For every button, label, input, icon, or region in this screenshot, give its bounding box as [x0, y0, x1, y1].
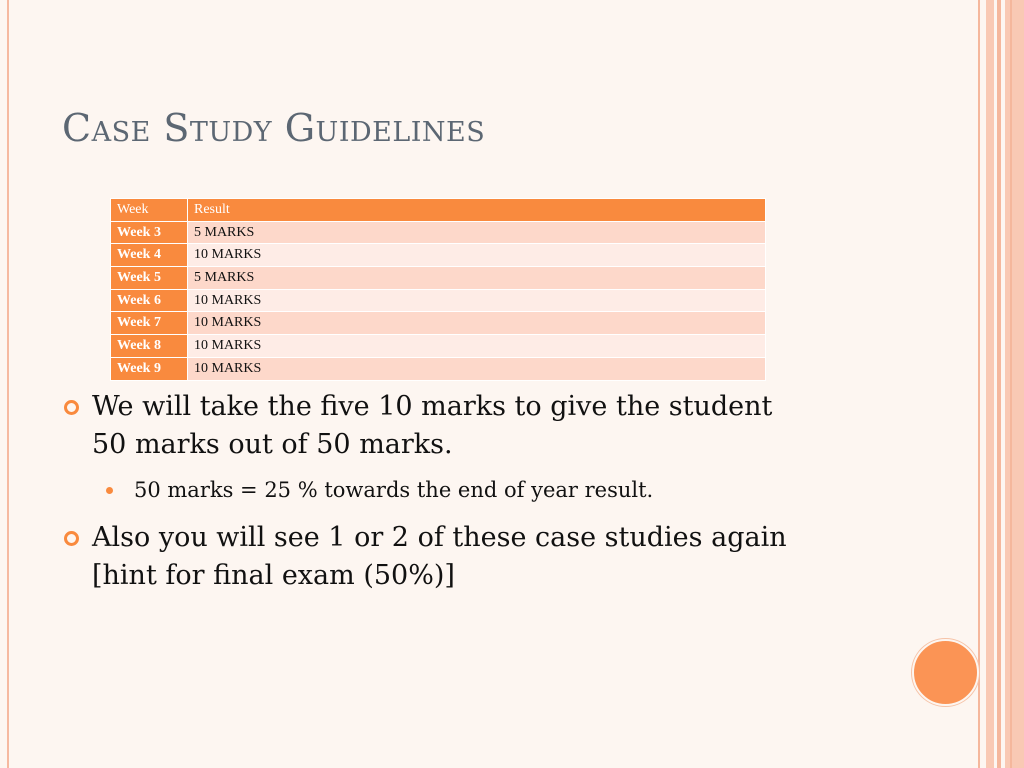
- slide-title: Case Study Guidelines: [62, 106, 486, 150]
- right-stripe: [1005, 0, 1024, 768]
- table-row: [111, 335, 766, 358]
- week-cell: Week 7: [111, 312, 188, 335]
- table-row: [111, 244, 766, 267]
- right-stripe: [986, 0, 994, 768]
- table-row: [111, 357, 766, 380]
- table-row: [111, 289, 766, 312]
- marks-table: [110, 198, 766, 381]
- week-cell: Week 9: [111, 357, 188, 380]
- right-stripe: [997, 0, 1001, 768]
- result-cell: 5 MARKS: [188, 267, 766, 290]
- sub-bullet-text: 50 marks = 25 % towards the end of year result.: [134, 478, 654, 502]
- header-week: Week: [111, 199, 188, 222]
- result-cell: 5 MARKS: [188, 221, 766, 244]
- week-cell: Week 8: [111, 335, 188, 358]
- result-cell: 10 MARKS: [188, 244, 766, 267]
- ring-bullet-icon: [64, 400, 79, 415]
- ring-bullet-icon: [64, 531, 79, 546]
- left-border-line: [7, 0, 9, 768]
- week-cell: Week 5: [111, 267, 188, 290]
- result-cell: 10 MARKS: [188, 335, 766, 358]
- bullet-text: We will take the five 10 marks to give the student 50 marks out of 50 marks.: [92, 391, 773, 460]
- result-cell: 10 MARKS: [188, 357, 766, 380]
- week-cell: Week 3: [111, 221, 188, 244]
- right-stripe: [978, 0, 980, 768]
- header-result: Result: [188, 199, 766, 222]
- week-cell: Week 6: [111, 289, 188, 312]
- dot-bullet-icon: [106, 487, 113, 494]
- right-stripe: [1010, 0, 1012, 768]
- result-cell: 10 MARKS: [188, 312, 766, 335]
- decorative-circle: [912, 639, 979, 706]
- result-cell: 10 MARKS: [188, 289, 766, 312]
- week-cell: Week 4: [111, 244, 188, 267]
- table-header-row: [111, 199, 766, 222]
- table-row: [111, 221, 766, 244]
- table-row: [111, 267, 766, 290]
- table-row: [111, 312, 766, 335]
- bullet-text: Also you will see 1 or 2 of these case studies again [hint for final exam (50%)]: [92, 522, 787, 591]
